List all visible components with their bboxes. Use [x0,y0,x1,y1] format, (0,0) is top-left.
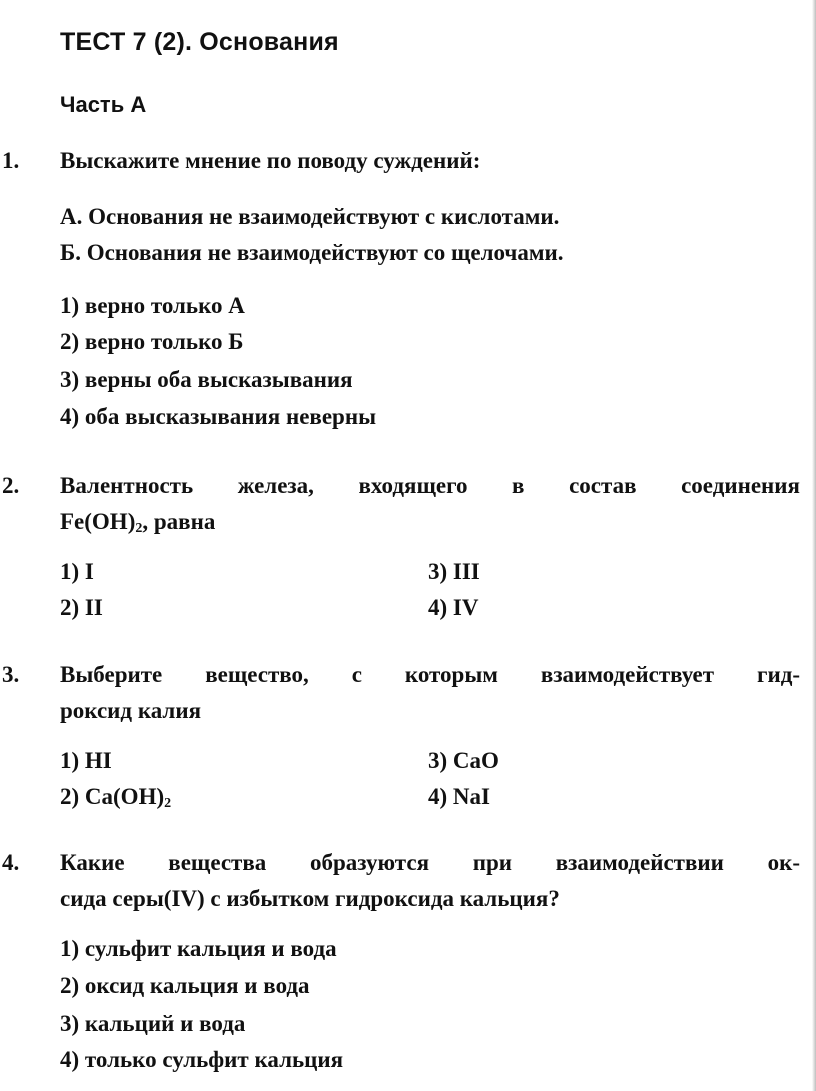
question-text: Валентность железа, входящего в состав соединения [60,473,800,498]
question-text: Какие вещества образуются при взаимодействии ок- [60,850,800,875]
answer-option: 3) III [428,559,480,584]
answer-option: 4) только сульфит кальция [60,1047,344,1072]
question-text-tail: , равна [142,509,216,534]
answer-option: 1) HI [60,748,112,773]
answer-option [60,784,171,812]
statement-b: Б. Основания не взаимодействуют со щелочами. [60,240,564,265]
answer-option: 2) верно только Б [60,329,244,354]
formula: 2) Ca(OH) [60,784,165,809]
answer-option: 4) NaI [428,784,490,809]
answer-option: 2) II [60,595,103,620]
answer-option: 3) CaO [428,748,499,773]
answer-option: 1) I [60,559,94,584]
answer-option: 4) оба высказывания неверны [60,404,377,429]
question-number: 2. [2,473,20,498]
answer-option: 1) сульфит кальция и вода [60,936,337,961]
answer-option: 1) верно только А [60,293,245,318]
statement-a: А. Основания не взаимодействуют с кислотами. [60,204,560,229]
test-title: ТЕСТ 7 (2). Основания [60,28,339,56]
answer-option: 4) IV [428,595,479,620]
question-text-line2: роксид калия [60,698,202,723]
question-text-line2 [60,509,215,537]
page-edge-shadow [812,0,816,1091]
formula-subscript: 2 [135,521,143,536]
part-heading: Часть А [60,92,147,117]
question-number: 1. [2,148,20,173]
question-text: Выберите вещество, с которым взаимодействует гид- [60,662,800,687]
question-number: 3. [2,662,20,687]
formula: Fe(OH) [60,509,136,534]
answer-option: 2) оксид кальция и вода [60,973,310,998]
question-number: 4. [2,850,20,875]
question-text: Выскажите мнение по поводу суждений: [60,148,481,173]
question-text-line2: сида серы(IV) с избытком гидроксида кальция? [60,886,560,911]
answer-option: 3) кальций и вода [60,1011,246,1036]
formula-subscript: 2 [164,796,172,811]
answer-option: 3) верны оба высказывания [60,367,353,392]
